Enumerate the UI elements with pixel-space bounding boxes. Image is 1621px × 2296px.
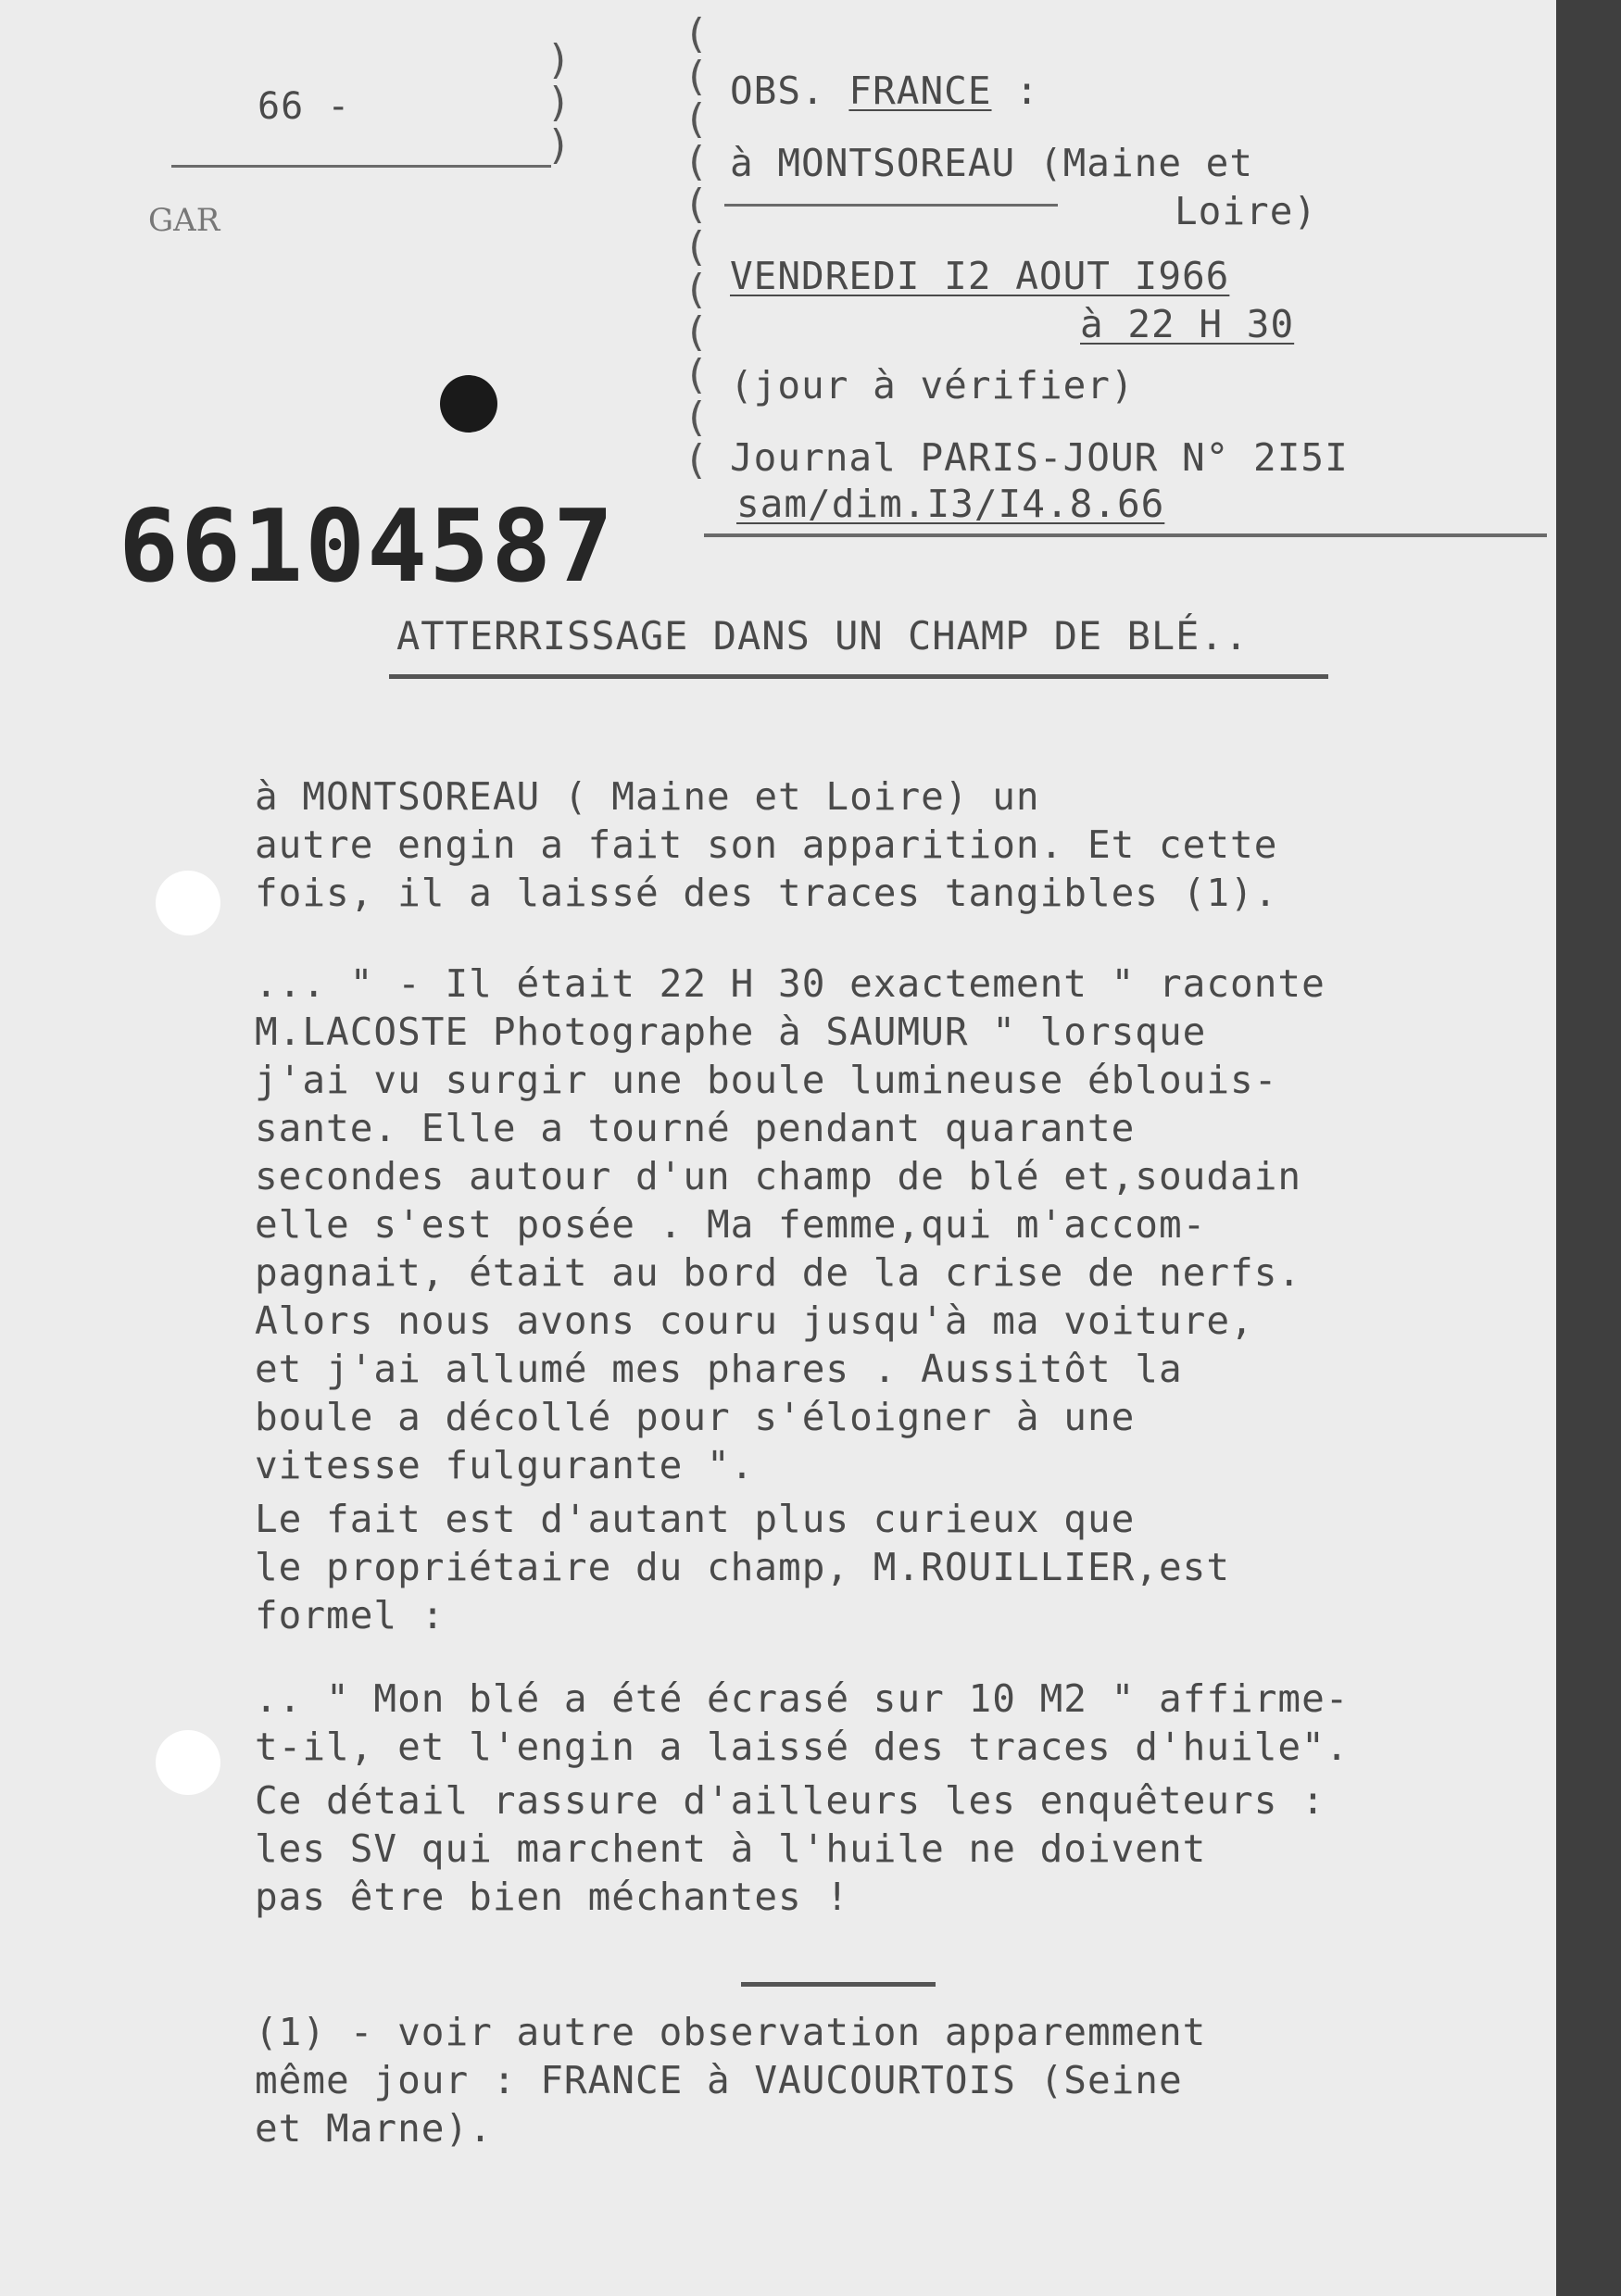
paragraph-owner (255, 1495, 1230, 1639)
text-line: sante. Elle a tourné pendant quarante (255, 1106, 1136, 1150)
source-date: sam/dim.I3/I4.8.66 (736, 482, 1165, 526)
text-line: et Marne). (255, 2106, 493, 2151)
text-line: formel : (255, 1593, 446, 1637)
paragraph-intro (255, 772, 1277, 917)
text-line: j'ai vu surgir une boule lumineuse éblouis- (255, 1058, 1278, 1102)
text-line: le propriétaire du champ, M.ROUILLIER,est (255, 1545, 1231, 1589)
text-line: (1) - voir autre observation apparemment (255, 2010, 1207, 2054)
text-line: autre engin a fait son apparition. Et cette (255, 822, 1278, 867)
case-box-rule (171, 165, 551, 168)
report-title: ATTERRISSAGE DANS UN CHAMP DE BLÉ.. (396, 613, 1250, 659)
header-brace-column: ( ( ( ( ( ( ( ( ( ( ( (684, 10, 709, 483)
text-line: fois, il a laissé des traces tangibles (1). (255, 871, 1278, 915)
footnote-separator (741, 1982, 936, 1987)
text-line: Le fait est d'autant plus curieux que (255, 1497, 1136, 1541)
punch-hole-top (156, 871, 220, 935)
source-line: Journal PARIS-JOUR N° 2I5I (730, 435, 1349, 480)
text-line: même jour : FRANCE à VAUCOURTOIS (Seine (255, 2058, 1183, 2102)
punch-hole-bottom (156, 1730, 220, 1795)
text-line: pagnait, était au bord de la crise de nerfs. (255, 1250, 1302, 1295)
text-line: pas être bien méchantes ! (255, 1875, 850, 1919)
place-line: à MONTSOREAU (Maine et (730, 141, 1254, 185)
gar-label: GAR (148, 202, 220, 239)
paragraph-witness-quote (255, 960, 1326, 1489)
text-line: et j'ai allumé mes phares . Aussitôt la (255, 1347, 1183, 1391)
region-line: Loire) (1175, 189, 1318, 233)
text-line: t-il, et l'engin a laissé des traces d'huile". (255, 1725, 1350, 1769)
stamped-case-number: 66104587 (119, 489, 616, 605)
verify-note: (jour à vérifier) (730, 363, 1135, 408)
date-line: VENDREDI I2 AOUT I966 (730, 254, 1230, 298)
paragraph-conclusion (255, 1776, 1326, 1921)
text-line: .. " Mon blé a été écrasé sur 10 M2 " affirme- (255, 1676, 1350, 1721)
text-line: les SV qui marchent à l'huile ne doivent (255, 1826, 1207, 1871)
paragraph-owner-quote (255, 1675, 1349, 1771)
obs-line (730, 69, 1039, 113)
footnote (255, 2008, 1206, 2152)
case-box-brace: ) ) ) (547, 36, 572, 169)
text-line: M.LACOSTE Photographe à SAUMUR " lorsque (255, 1010, 1207, 1054)
text-line: Alors nous avons couru jusqu'à ma voiture, (255, 1299, 1254, 1343)
text-line: boule a décollé pour s'éloigner à une (255, 1395, 1136, 1439)
text-line: elle s'est posée . Ma femme,qui m'accom- (255, 1202, 1207, 1247)
text-line: Ce détail rassure d'ailleurs les enquêteurs : (255, 1778, 1326, 1823)
title-underline (389, 674, 1328, 679)
obs-suffix: : (991, 69, 1039, 113)
text-line: vitesse fulgurante ". (255, 1443, 755, 1487)
text-line: à MONTSOREAU ( Maine et Loire) un (255, 774, 1040, 819)
time-line: à 22 H 30 (1080, 302, 1295, 346)
black-dot-mark (440, 375, 497, 433)
case-number-short: 66 - (258, 85, 351, 128)
obs-prefix: OBS. (730, 69, 849, 113)
header-bottom-rule (704, 533, 1547, 537)
text-line: secondes autour d'un champ de blé et,soudain (255, 1154, 1302, 1198)
place-underline (724, 204, 1058, 207)
text-line: ... " - Il était 22 H 30 exactement " raconte (255, 961, 1326, 1006)
obs-country: FRANCE (848, 69, 992, 113)
